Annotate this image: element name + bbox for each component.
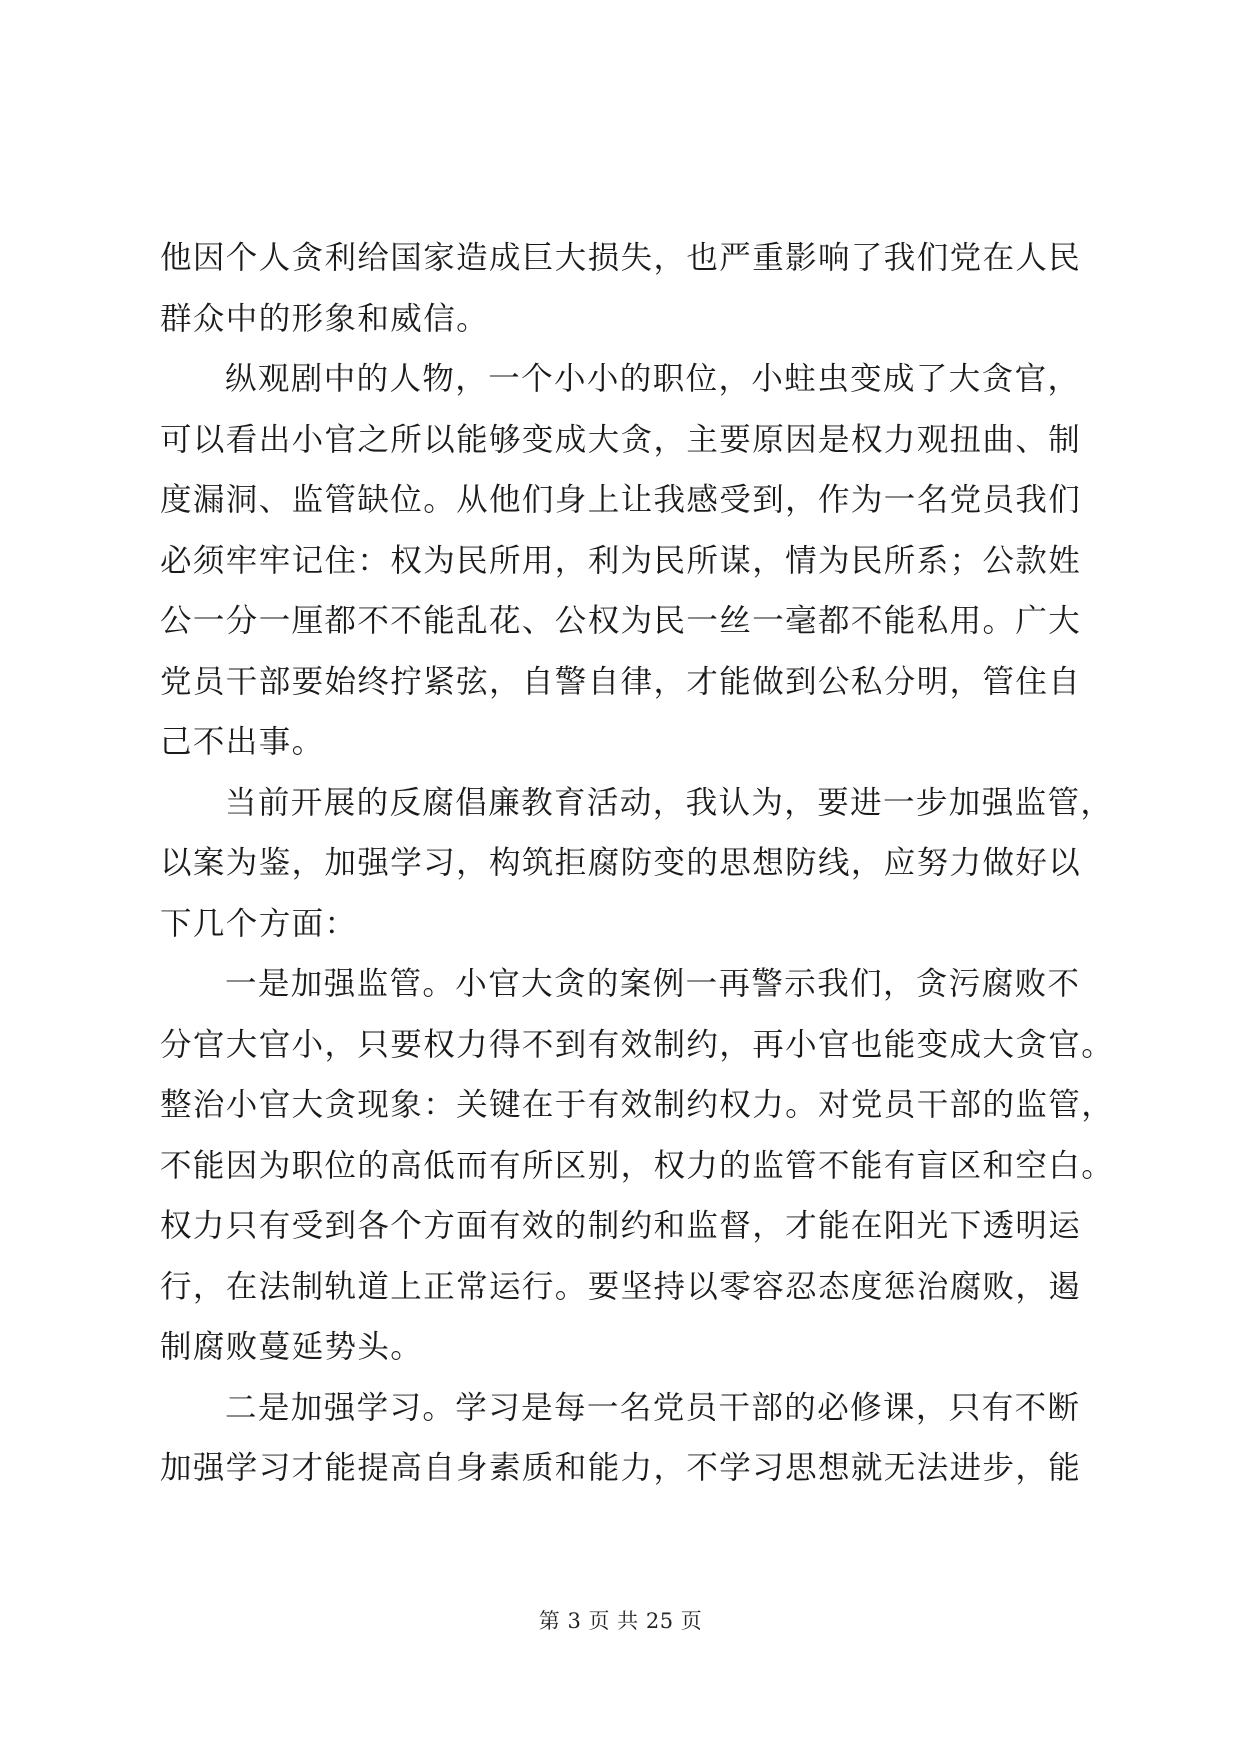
text-line: 党员干部要始终拧紧弦，自警自律，才能做到公私分明，管住自 [160,663,1082,700]
text-line: 他因个人贪利给国家造成巨大损失，也严重影响了我们党在人民 [160,240,1082,276]
text-line: 必须牢牢记住：权为民所用，利为民所谋，情为民所系；公款姓 [160,542,1082,579]
paragraph-start-line: 一是加强监管。小官大贪的案例一再警示我们，贪污腐败不 [225,966,1081,1002]
text-line: 分官大官小，只要权力得不到有效制约，再小官也能变成大贪官。 [160,1026,1115,1063]
text-line: 不能因为职位的高低而有所区别，权力的监管不能有盲区和空白。 [160,1147,1115,1184]
text-line: 制腐败蔓延势头。 [160,1329,424,1365]
text-line: 群众中的形象和威信。 [160,300,490,337]
text-line: 整治小官大贪现象：关键在于有效制约权力。对党员干部的监管， [160,1087,1115,1123]
page-number-footer: 第 3 页 共 25 页 [538,1609,703,1633]
paragraph-start-line: 当前开展的反腐倡廉教育活动，我认为，要进一步加强监管， [225,784,1114,821]
text-line: 己不出事。 [160,724,325,760]
text-line: 行，在法制轨道上正常运行。要坚持以零容忍态度惩治腐败，遏 [160,1268,1082,1305]
text-line: 度漏洞、监管缺位。从他们身上让我感受到，作为一名党员我们 [160,482,1082,518]
text-line: 以案为鉴，加强学习，构筑拒腐防变的思想防线，应努力做好以 [160,845,1082,881]
text-line: 加强学习才能提高自身素质和能力，不学习思想就无法进步，能 [160,1450,1082,1486]
text-line: 下几个方面： [160,905,358,942]
document-body [160,228,1115,1499]
text-line: 权力只有受到各个方面有效的制约和监督，才能在阳光下透明运 [160,1208,1082,1244]
text-line: 可以看出小官之所以能够变成大贪，主要原因是权力观扭曲、制 [160,421,1082,458]
text-line: 公一分一厘都不不能乱花、公权为民一丝一毫都不能私用。广大 [160,603,1082,639]
paragraph-start-line: 二是加强学习。学习是每一名党员干部的必修课，只有不断 [225,1389,1081,1426]
paragraph-start-line: 纵观剧中的人物，一个小小的职位，小蛀虫变成了大贪官， [225,361,1081,397]
